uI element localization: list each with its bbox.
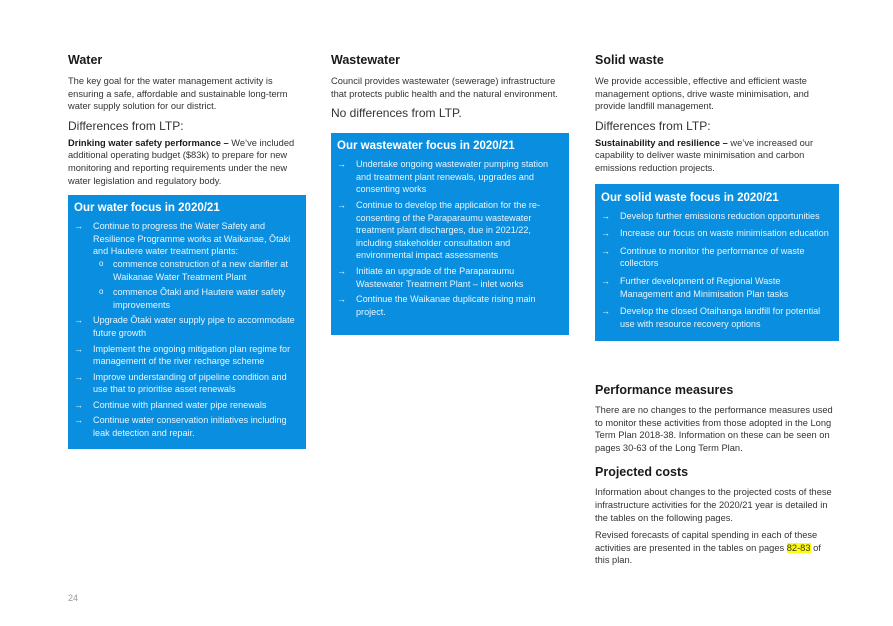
water-diff-paragraph [68,137,306,187]
list-item: → Upgrade Ōtaki water supply pipe to accommodate future growth [74,315,295,338]
arrow-right-icon: → [74,221,83,232]
water-diff-heading: Differences from LTP: [68,118,184,133]
solid-waste-intro: We provide accessible, effective and efficient waste management options, drive waste minimisation, and provide landfill management. [595,76,809,112]
solid-waste-focus-box [595,184,839,342]
water-section [68,52,306,449]
water-diff-text: We’ve included additional operating budget ($83k) to prepare for new monitoring and reporting requirements under the new water legislation and regulatory body. [68,137,295,186]
arrow-right-icon: → [337,294,346,305]
wastewater-intro: Council provides wastewater (sewerage) infrastructure that protects public health and the natural environment. [331,76,558,99]
water-focus-list [74,220,298,440]
costs-text-2: Revised forecasts of capital spending in each of these activities are presented in the tables on pages 82-83 of this plan. [595,530,821,566]
performance-text: There are no changes to the performance measures used to monitor these activities from those adopted in the Long Term Plan 2018-38. Information on these can be seen on pages 30-63 of the Long Term Plan. [595,405,833,453]
list-item: → Increase our focus on waste minimisation education [601,228,829,239]
arrow-right-icon: → [601,210,610,221]
list-item: → Continue the Waikanae duplicate rising main project. [337,294,536,317]
costs-text-1: Information about changes to the projected costs of these infrastructure activities for the 2020/21 year is detailed in the tables on the following pages. [595,487,832,523]
solid-waste-diff-heading: Differences from LTP: [595,118,711,133]
water-sub-list [93,258,298,311]
arrow-right-icon: → [337,159,346,170]
list-item: → Develop further emissions reduction opportunities [601,210,820,221]
water-focus-box [68,195,306,449]
solid-waste-diff-text: we’ve increased our capability to deliver waste minimisation and carbon emissions reduction projects. [595,137,814,173]
list-item: → Continue water conservation initiatives including leak detection and repair. [74,415,287,439]
performance-costs-section [595,382,835,567]
arrow-right-icon: → [601,306,610,317]
list-item: → Continue with planned water pipe renewals [74,399,267,410]
arrow-right-icon: → [337,199,346,210]
list-item: → Continue to develop the application for the re-consenting of the Paraparaumu wastewater treatment plant discharges, due in 2021/22, including stakeholder consultation and environmental impact assessments [337,199,541,261]
wastewater-section [331,52,569,335]
arrow-right-icon: → [601,245,610,256]
solid-waste-diff-paragraph [595,137,839,175]
list-item: → Continue to progress the Water Safety and Resilience Programme works at Waikanae, Ōtaki and Hautere water treatment plants: o commence construction of a new clarifier at Waikanae Water Treatment Plant o commence Ōtaki and Hautere water safety improvements [74,220,298,311]
list-item: → Initiate an upgrade of the Paraparaumu Wastewater Treatment Plant – inlet works [337,265,524,289]
wastewater-focus-title: Our wastewater focus in 2020/21 [337,140,515,153]
arrow-right-icon: → [74,415,83,426]
highlighted-page-reference: 82-83 [786,542,811,553]
solid-waste-focus-title: Our solid waste focus in 2020/21 [601,191,779,204]
costs-title: Projected costs [595,465,689,480]
water-focus-title: Our water focus in 2020/21 [74,202,220,215]
water-title: Water [68,53,103,67]
circle-icon: o [99,258,104,268]
list-item: → Undertake ongoing wastewater pumping station and treatment plant renewals, upgrades and consenting works [337,159,549,195]
page-number: 24 [68,593,79,603]
list-item: o commence Ōtaki and Hautere water safety improvements [99,287,286,310]
arrow-right-icon: → [74,399,83,410]
list-item: o commence construction of a new clarifier at Waikanae Water Treatment Plant [99,258,288,282]
wastewater-title: Wastewater [331,53,401,67]
arrow-right-icon: → [74,371,83,382]
arrow-right-icon: → [601,275,610,286]
water-diff-bold: Drinking water safety performance – [68,137,232,148]
arrow-right-icon: → [74,315,83,326]
arrow-right-icon: → [337,265,346,276]
solid-waste-section [595,52,839,341]
solid-waste-title: Solid waste [595,53,664,67]
list-item: → Develop the closed Otaihanga landfill for potential use with resource recovery options [601,306,821,329]
performance-title: Performance measures [595,383,734,397]
list-item: → Implement the ongoing mitigation plan regime for management of the river recharge scheme [74,343,291,367]
arrow-right-icon: → [601,228,610,239]
list-item: → Further development of Regional Waste Management and Minimisation Plan tasks [601,275,789,299]
arrow-right-icon: → [74,343,83,354]
solid-waste-diff-bold: Sustainability and resilience – [595,137,731,148]
list-item: → Improve understanding of pipeline condition and use that to prioritise asset renewals [74,371,287,395]
circle-icon: o [99,287,104,297]
solid-waste-focus-list [601,210,831,331]
wastewater-diff-heading: No differences from LTP. [331,106,462,121]
water-intro: The key goal for the water management activity is ensuring a safe, affordable and sustainable long-term water supply solution for our district. [68,76,288,112]
wastewater-focus-list [337,158,561,318]
wastewater-focus-box [331,133,569,335]
list-item: → Continue to monitor the performance of waste collectors [601,245,805,269]
